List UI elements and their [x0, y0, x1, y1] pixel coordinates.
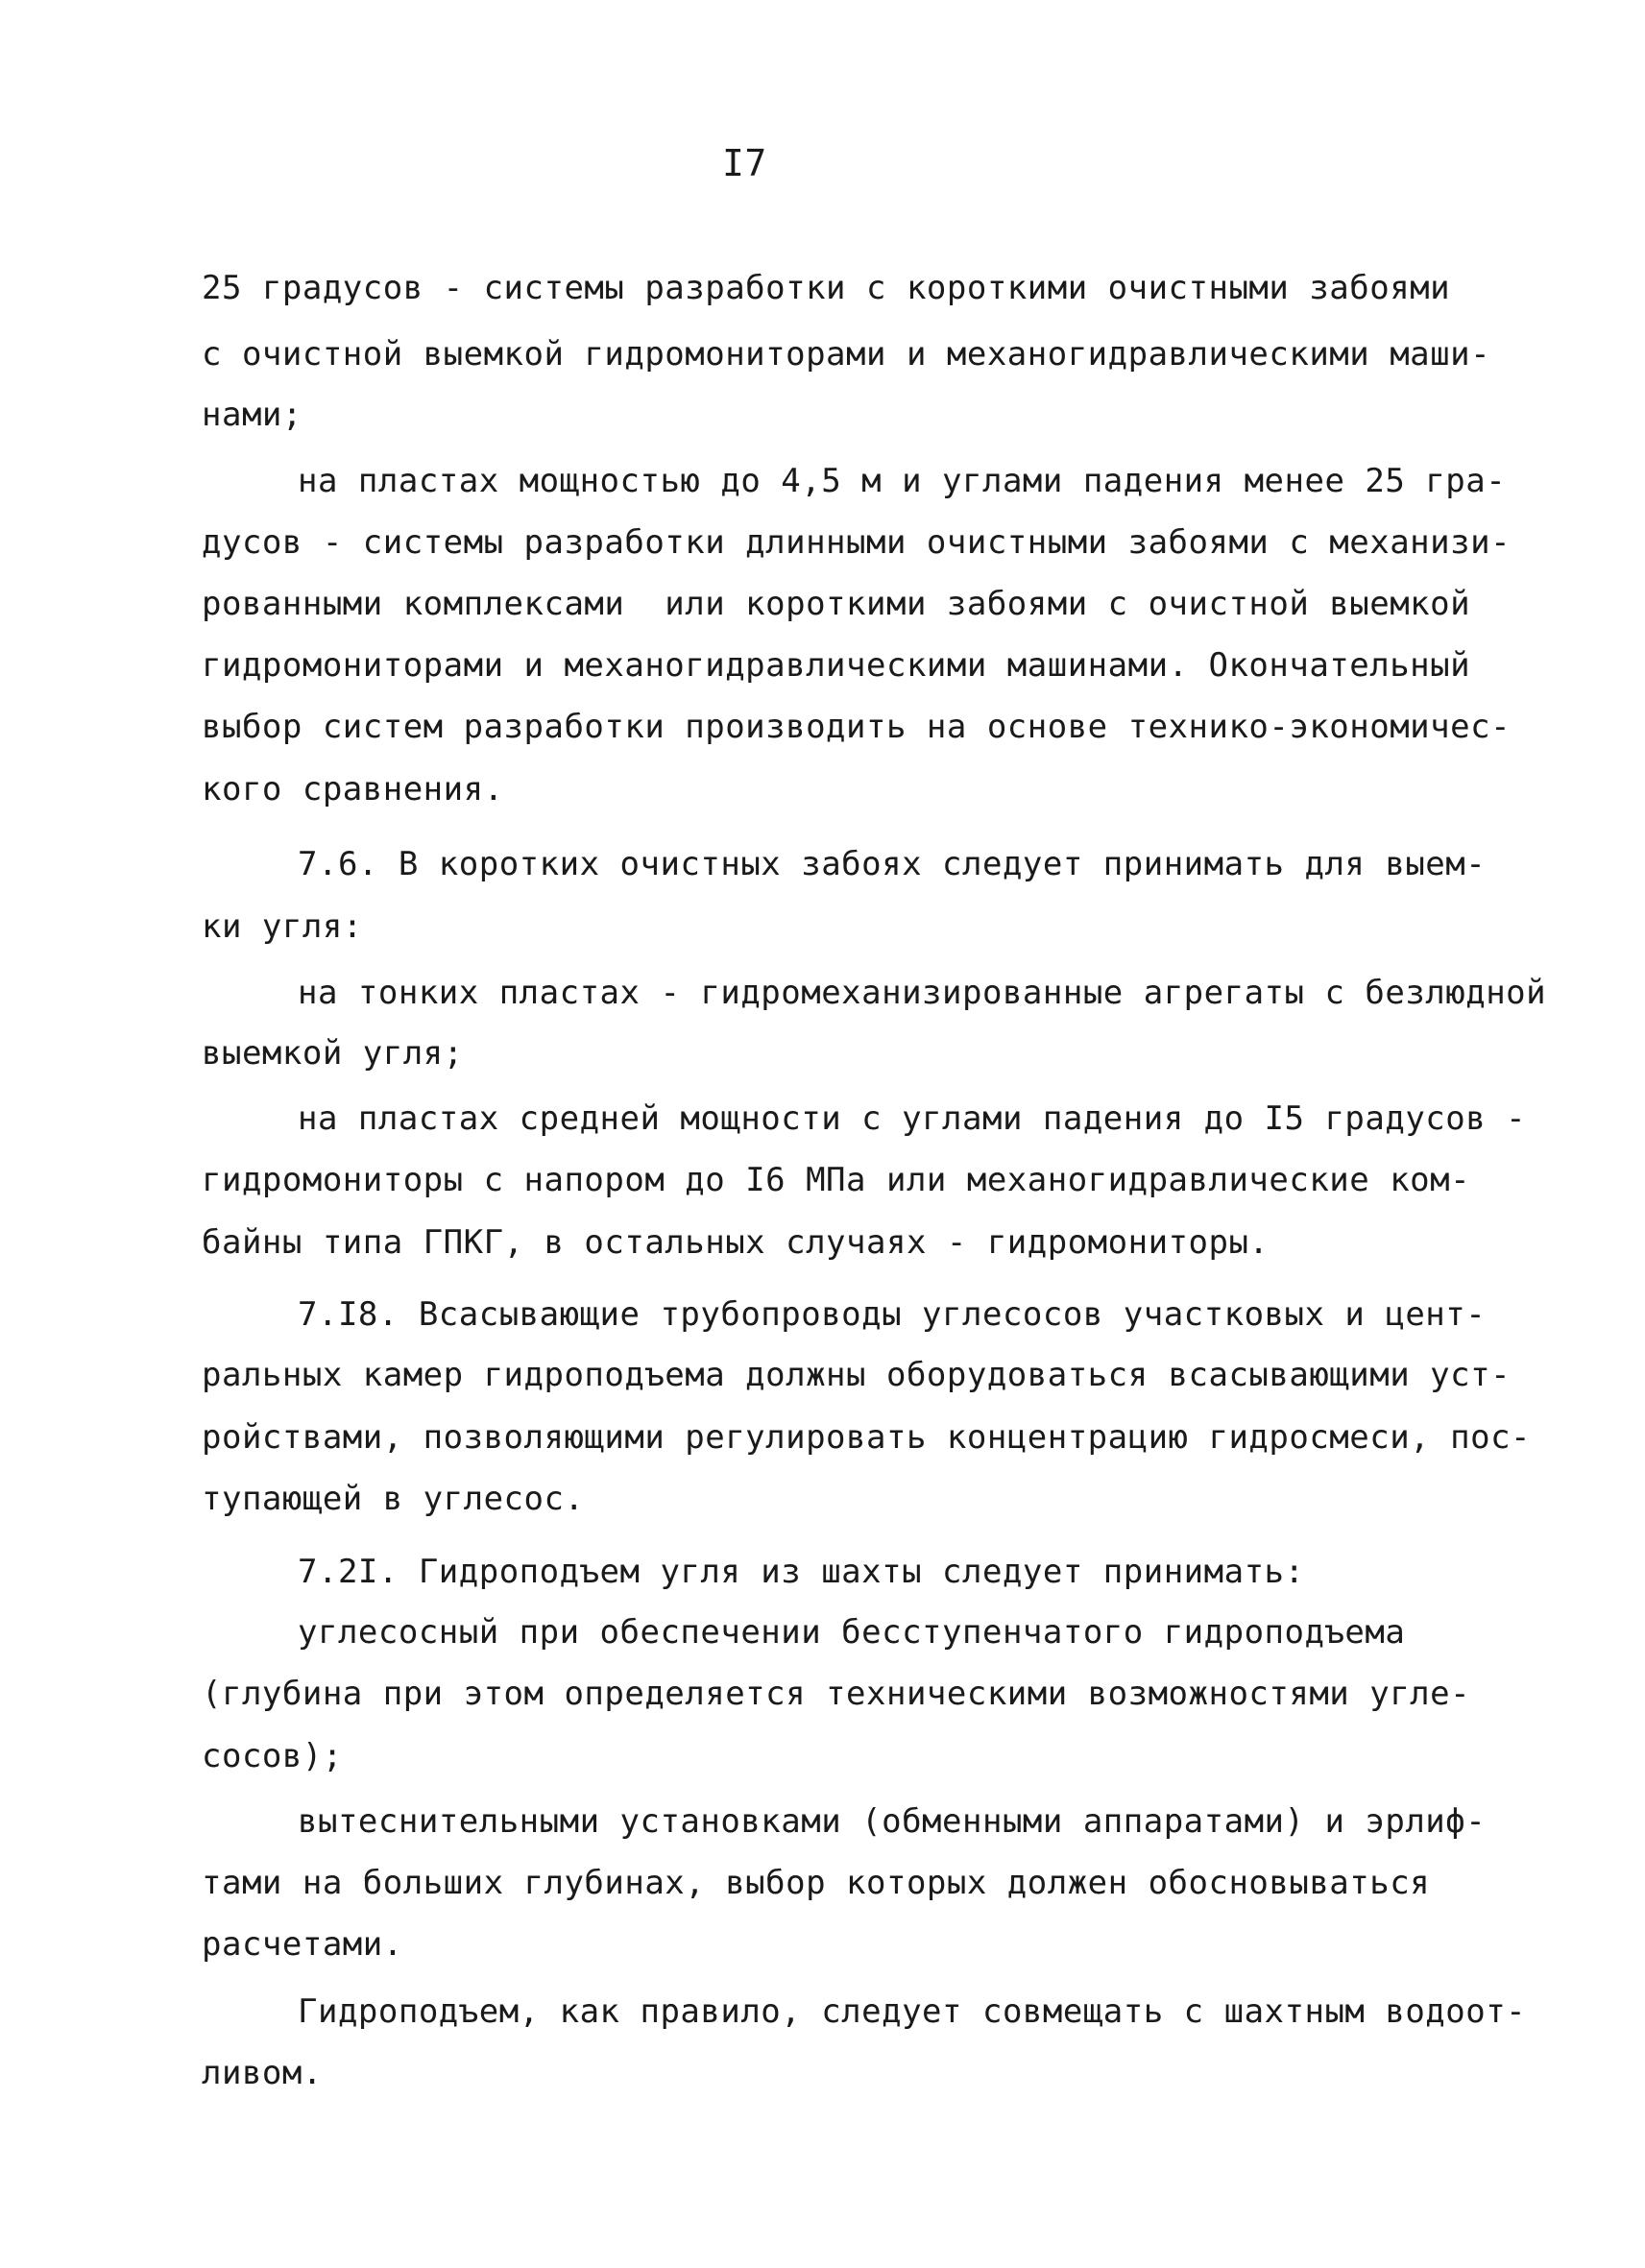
text-line: байны типа ГПКГ, в остальных случаях - гидромониторы.	[202, 1223, 1270, 1262]
text-line: расчетами.	[202, 1925, 403, 1964]
text-line: сосов);	[202, 1737, 343, 1775]
text-line: нами;	[202, 396, 302, 434]
page-number: I7	[722, 142, 767, 184]
text-line: на тонких пластах - гидромеханизированные агрегаты с безлюдной	[298, 974, 1547, 1012]
text-line: гидромониторами и механогидравлическими машинами. Окончательный	[202, 646, 1471, 685]
text-line: кого сравнения.	[202, 770, 504, 808]
text-line: 7.I8. Всасывающие трубопроводы углесосов участковых и цент-	[298, 1295, 1487, 1334]
text-line: углесосный при обеспечении бесступенчатого гидроподъема	[298, 1613, 1406, 1652]
text-line: ливом.	[202, 2054, 323, 2092]
text-line: 7.2I. Гидроподъем угля из шахты следует принимать:	[298, 1553, 1305, 1591]
text-line: гидромониторы с напором до I6 МПа или механогидравлические ком-	[202, 1161, 1471, 1199]
text-line: выемкой угля;	[202, 1034, 464, 1073]
text-line: ройствами, позволяющими регулировать концентрацию гидросмеси, пос-	[202, 1418, 1532, 1457]
text-line: с очистной выемкой гидромониторами и механогидравлическими маши-	[202, 335, 1491, 374]
text-line: 25 градусов - системы разработки с короткими очистными забоями	[202, 269, 1451, 307]
text-line: Гидроподъем, как правило, следует совмещать с шахтным водоот-	[298, 1992, 1527, 2031]
text-line: тупающей в углесос.	[202, 1480, 585, 1518]
text-line: на пластах мощностью до 4,5 м и углами падения менее 25 гра-	[298, 462, 1507, 500]
text-line: рованными комплексами или короткими забоями с очистной выемкой	[202, 585, 1471, 623]
text-line: дусов - системы разработки длинными очистными забоями с механизи-	[202, 523, 1512, 562]
text-line: (глубина при этом определяется техническими возможностями угле-	[202, 1675, 1471, 1713]
text-line: ральных камер гидроподъема должны оборудоваться всасывающими уст-	[202, 1356, 1512, 1394]
text-line: на пластах средней мощности с углами падения до I5 градусов -	[298, 1099, 1527, 1138]
text-line: тами на больших глубинах, выбор которых должен обосновываться	[202, 1864, 1431, 1902]
text-line: выбор систем разработки производить на основе технико-экономичес-	[202, 708, 1512, 746]
text-line: 7.6. В коротких очистных забоях следует принимать для выем-	[298, 845, 1487, 883]
text-line: вытеснительными установками (обменными аппаратами) и эрлиф-	[298, 1802, 1487, 1841]
text-line: ки угля:	[202, 907, 363, 946]
